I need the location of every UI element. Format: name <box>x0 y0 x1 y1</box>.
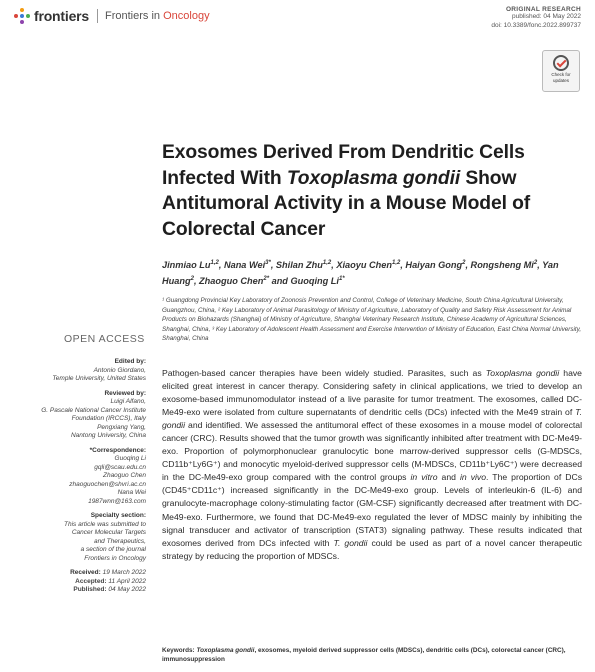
title-part2: Show Antitumoral Activity in a Mouse Model of Colorectal Cancer <box>162 167 531 240</box>
abstract-run: and <box>437 472 460 483</box>
date-published <box>14 586 146 595</box>
journal-prefix: Frontiers in <box>105 10 161 22</box>
author-list: Jinmiao Lu$^{1,2}$, Nana Wei$^{3*}$, Shilan Zhu$^{1,2}$, Xiaoyu Chen$^{1,2}$, Haiyan Gong$^2$, Rongsheng Mi$^2$, Yan Huang$^2$, Zhaoguo Chen$^{2*}$ and Guoqing $Li^{1*}$ <box>162 260 559 287</box>
specialty-line: and Therapeutics, <box>93 537 146 545</box>
check-updates-line2: updates <box>552 77 569 83</box>
journal-name <box>105 10 210 22</box>
reviewer-line: Foundation (IRCCS), Italy <box>71 415 146 422</box>
published-label: Published: <box>73 586 107 593</box>
specialty-line: Frontiers in Oncology <box>84 554 146 562</box>
article-info-sidebar <box>14 358 146 595</box>
specialty-line: Cancer Molecular Targets <box>71 529 146 536</box>
published-value: 04 May 2022 <box>108 586 146 593</box>
keyword-species: Toxoplasma gondii <box>196 647 255 654</box>
received-label: Received: <box>70 569 101 576</box>
correspondent-email[interactable]: 1987wnn@163.com <box>88 497 146 505</box>
check-updates-line1: Check for <box>551 72 571 77</box>
published-date: published: 04 May 2022 <box>511 13 581 20</box>
specialty-label: Specialty section: <box>90 512 146 519</box>
reviewer-line: G. Pascale National Cancer Institute <box>41 406 146 414</box>
accepted-value: 11 April 2022 <box>108 577 146 585</box>
title-part1: Exosomes Derived From Dendritic Cells Infected With <box>162 142 525 189</box>
keywords-label: Keywords: <box>162 647 195 654</box>
article-type: ORIGINAL RESEARCH <box>505 6 581 13</box>
correspondent-email[interactable]: zhaoguochen@shvri.ac.cn <box>69 480 146 488</box>
correspondence-label: *Correspondence: <box>89 446 146 454</box>
check-updates-icon <box>553 55 569 71</box>
abstract-run: . The proportion of DCs (CD45⁺CD11c⁺) increased significantly in the DC-Me49-exo group. Levels of interleukin-6 (IL-6) and granulocyte-macrophage colony-stimulating factor (GM-CSF) significantly decreased after treatment with DC-Me49-exo. Furthermore, we found that DC-Me49-exo regulated the lever of MDSC mainly by inhibiting the signal transducer and activator of transcription (STAT3) signaling pathway. These results indicated that exosomes derived from DCs infected with <box>162 472 583 548</box>
abstract-run: have elicited great interest in cancer therapy. Considering safety in clinical applications, we tried to develop an exosome-based immunomodulator instead of a live parasite for tumor treatment. The exosomes, called DC-Me49-exo were isolated from culture supernatants of dendritic cells (DCs) infected with the Me49 strain of <box>162 368 582 418</box>
journal-logo[interactable] <box>14 8 210 24</box>
logo-divider <box>97 9 98 23</box>
abstract-italic-run: in vivo <box>459 472 487 483</box>
doi-link[interactable]: doi: 10.3389/fonc.2022.899737 <box>491 21 581 29</box>
abstract-run: Pathogen-based cancer therapies have been widely studied. Parasites, such as <box>162 368 486 378</box>
title-species: Toxoplasma gondii <box>286 167 461 189</box>
abstract-italic-run: T. gondii <box>333 537 368 548</box>
edited-by-line: Temple University, United States <box>52 375 146 382</box>
reviewer-line: Nantong University, China <box>70 432 146 439</box>
edited-by-label: Edited by: <box>114 358 146 365</box>
date-accepted <box>14 578 146 587</box>
correspondent-email[interactable]: gqli@scau.edu.cn <box>94 463 146 471</box>
article-title <box>162 140 582 242</box>
abstract-text <box>162 367 582 563</box>
date-received <box>14 569 146 578</box>
correspondent-name: Zhaoguo Chen <box>102 472 146 479</box>
keywords <box>162 647 582 665</box>
abstract-italic-run: T. gondii <box>162 407 582 431</box>
abstract-italic-run: in vitro <box>410 472 438 483</box>
reviewer-line: Pengxiang Yang, <box>97 423 146 431</box>
abstract-italic-run: Toxoplasma gondii <box>485 368 560 378</box>
check-updates-label <box>543 72 579 83</box>
keywords-list: , exosomes, myeloid derived suppressor cells (MDSCs), dendritic cells (DCs), colorectal cancer (CRC), immunosuppression <box>162 647 566 663</box>
brand-name: frontiers <box>34 8 89 24</box>
edited-by-line: Antonio Giordano, <box>93 366 146 374</box>
specialty-line: This article was submitted to <box>63 520 146 528</box>
abstract-run: could be used as part of a novel cancer therapeutic strategy by reducing the proportion of MDSCs. <box>162 537 582 561</box>
abstract-run: and identified. We assessed the antitumoral effect of these exosomes in a mouse model of colorectal cancer (CRC). Results showed that the tumor growth was significantly inhibited after treatment with DC-Me49-exo. Proportion of polymorphonuclear granulocytic bone marrow-derived suppressor cells (G-MDSCs, CD11b⁺Ly6G⁺) and monocytic myeloid-derived suppressor cells (M-MDSCs, CD11b⁺Ly6C⁺) were decreased in the DC-Me49-exo group compared with the control groups <box>162 420 582 483</box>
accepted-label: Accepted: <box>75 577 107 585</box>
received-value: 19 March 2022 <box>102 569 146 576</box>
open-access-label: OPEN ACCESS <box>64 333 145 345</box>
specialty-line: a section of the journal <box>80 546 146 553</box>
frontiers-logo-icon <box>14 8 30 24</box>
reviewed-by-label: Reviewed by: <box>104 389 146 397</box>
check-for-updates-button[interactable] <box>542 50 580 92</box>
affiliations: ¹ Guangdong Provincial Key Laboratory of Zoonosis Prevention and Control, College of Veterinary Medicine, South China Agricultural University, Guangzhou, China, ² Key Laboratory of Animal Parasitology of Ministry of Agriculture, Laboratory of Quality and Safety Risk Assessment for Animal Products on Biohazards (Shanghai) of Ministry of Agriculture, Shanghai Veterinary Research Institute, Chinese Academy of Agricultural Sciences, Shanghai, China, ³ Key Laboratory of Adolescent Health Assessment and Exercise Intervention of Ministry of Education, East China Normal University, Shanghai, China <box>162 297 582 343</box>
article-meta <box>491 6 581 30</box>
correspondent-name: Nana Wei <box>117 489 146 496</box>
correspondent-name: Guoqing Li <box>114 455 146 462</box>
journal-title: Oncology <box>163 10 210 22</box>
reviewer-line: Luigi Alfano, <box>110 398 146 405</box>
